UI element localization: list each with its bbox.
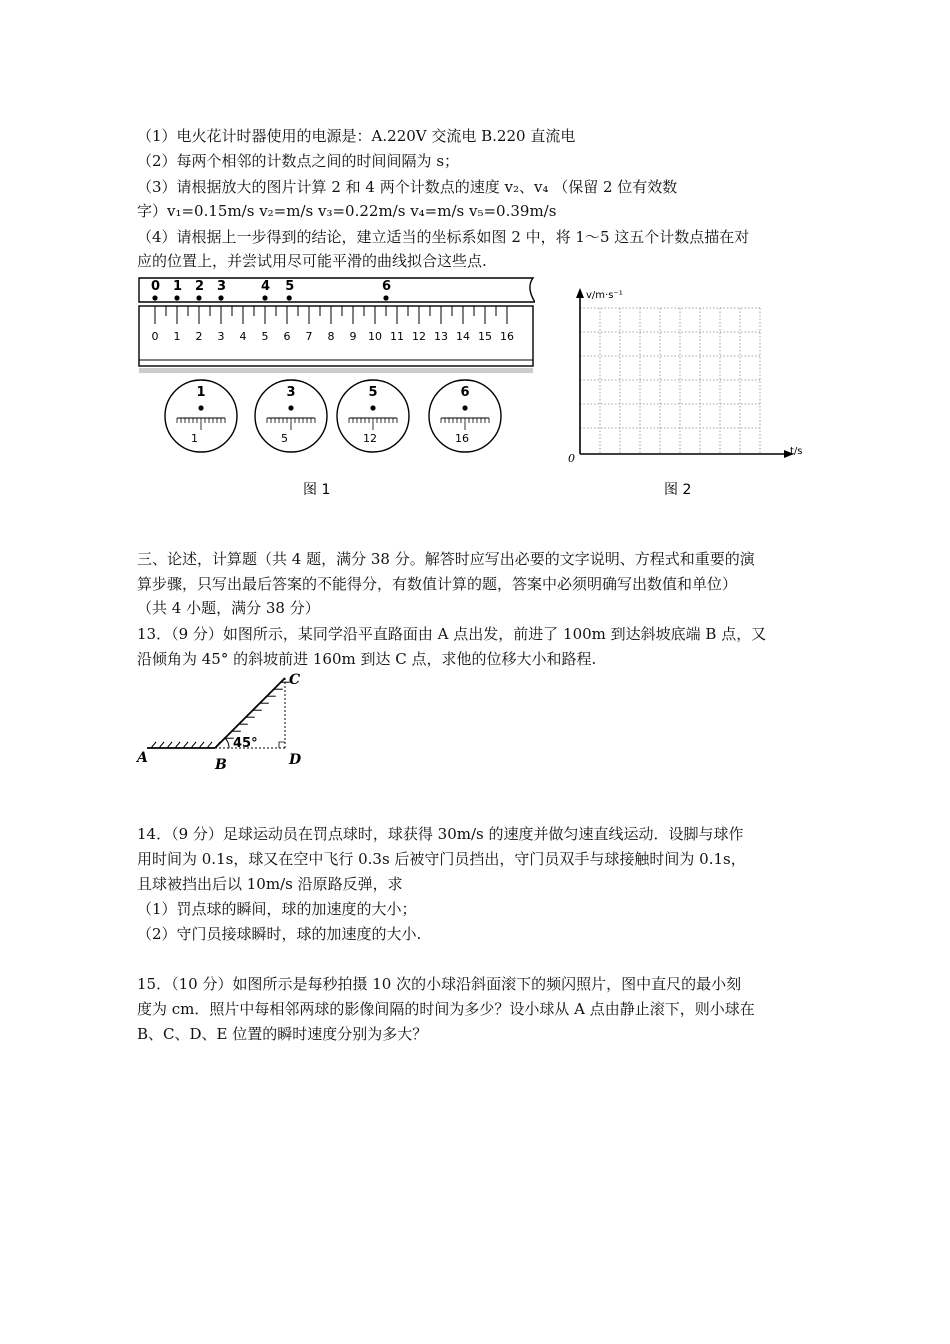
tape-dot: [218, 295, 223, 300]
q14-line-1: 14．（9 分）足球运动员在罚点球时，球获得 30m/s 的速度并做匀速直线运动．设脚与球作: [137, 825, 744, 843]
magnifier-dot: [198, 405, 203, 410]
q15-line-2: 度为 cm．照片中每相邻两球的影像间隔的时间为多少？设小球从 A 点由静止滚下，则小球在: [137, 1000, 755, 1018]
ground-hatch-line: [207, 742, 212, 748]
q15-line-3: B、C、D、E 位置的瞬时速度分别为多大？: [137, 1025, 428, 1043]
tape-dot: [174, 295, 179, 300]
figure-13-slope-diagram: [135, 668, 315, 778]
figure-1-caption: 图 1: [303, 482, 331, 498]
ruler-label: 7: [305, 330, 313, 343]
magnifier-point-label: 3: [286, 385, 296, 400]
q15-line-1: 15．（10 分）如图所示是每秒拍摄 10 次的小球沿斜面滚下的频闪照片，图中直尺的最小刻: [137, 975, 742, 993]
ruler-label: 3: [217, 330, 225, 343]
q12-line-4b: 应的位置上，并尝试用尽可能平滑的曲线拟合这些点.: [137, 252, 487, 270]
q14-line-3: 且球被挡出后以 10m/s 沿原路反弹，求: [137, 875, 403, 893]
ground-hatch-line: [159, 742, 164, 748]
ground-hatch-line: [191, 742, 196, 748]
magnifier-scale-label: 5: [281, 432, 288, 445]
magnifier: [255, 380, 327, 452]
section-3-line-3: （共 4 小题，满分 38 分）: [137, 599, 320, 617]
tape-point-label: 5: [285, 279, 295, 294]
ruler-label: 8: [327, 330, 335, 343]
angle-label: 45°: [233, 736, 258, 751]
magnifier: [429, 380, 501, 452]
q12-line-3b: 字）v₁=0.15m/s v₂=m/s v₃=0.22m/s v₄=m/s v₅=0.39m/s: [137, 202, 557, 220]
ruler-label: 6: [283, 330, 291, 343]
tape-dot: [383, 295, 388, 300]
tape-point-label: 1: [173, 279, 183, 294]
ground-hatch-line: [151, 742, 156, 748]
ruler-label: 9: [349, 330, 357, 343]
tape-dot: [152, 295, 157, 300]
ruler-label: 4: [239, 330, 247, 343]
magnifier-dot: [370, 405, 375, 410]
q13-line-1: 13．（9 分）如图所示，某同学沿平直路面由 A 点出发，前进了 100m 到达斜坡底端 B 点，又: [137, 625, 767, 643]
magnifier-dot: [462, 405, 467, 410]
point-d-label: D: [289, 752, 302, 768]
figure-2-vt-graph: [562, 282, 822, 504]
q12-line-3a: （3）请根据放大的图片计算 2 和 4 两个计数点的速度 v₂、v₄ （保留 2 位有效数: [137, 178, 678, 196]
point-c-label: C: [289, 672, 301, 688]
magnifier-dot: [288, 405, 293, 410]
q12-line-1: （1）电火花计时器使用的电源是：A.220V 交流电 B.220 直流电: [137, 127, 576, 145]
point-a-label: A: [137, 750, 148, 766]
q14-line-4: （1）罚点球的瞬间，球的加速度的大小；: [137, 900, 417, 918]
figure-1-tape-ruler: [135, 276, 535, 506]
ruler-label: 2: [195, 330, 203, 343]
graph-x-axis-label: t/s: [790, 446, 803, 457]
ground-hatch-line: [175, 742, 180, 748]
tape-dot: [196, 295, 201, 300]
ruler-label: 14: [456, 330, 470, 343]
magnifier-scale-label: 1: [191, 432, 198, 445]
ruler-label: 5: [261, 330, 269, 343]
ruler-label: 13: [434, 330, 448, 343]
q12-line-4a: （4）请根据上一步得到的结论，建立适当的坐标系如图 2 中，将 1～5 这五个计数点描在对: [137, 228, 750, 246]
graph-y-axis-label: v/m·s⁻¹: [586, 290, 623, 301]
ruler-label: 16: [500, 330, 514, 343]
magnifier: [165, 380, 237, 452]
magnifier: [337, 380, 409, 452]
ruler-label: 1: [173, 330, 181, 343]
ruler-label: 12: [412, 330, 426, 343]
tape-point-label: 6: [382, 279, 392, 294]
ruler-label: 11: [390, 330, 404, 343]
magnifier-point-label: 6: [460, 385, 470, 400]
tape-point-label: 2: [195, 279, 205, 294]
ground-hatch-line: [167, 742, 172, 748]
tape-dot: [262, 295, 267, 300]
tape-point-label: 3: [217, 279, 227, 294]
magnifier-scale-label: 12: [363, 432, 377, 445]
tape-dot: [287, 295, 292, 300]
q12-line-2: （2）每两个相邻的计数点之间的时间间隔为 s；: [137, 152, 460, 170]
figure-2-caption: 图 2: [664, 482, 692, 498]
graph-origin-label: 0: [568, 452, 575, 465]
ruler-label: 10: [368, 330, 382, 343]
magnifier-point-label: 1: [196, 385, 206, 400]
ground-hatch-line: [199, 742, 204, 748]
ruler-label: 0: [151, 330, 159, 343]
ground-hatch-line: [183, 742, 188, 748]
section-3-line-2: 算步骤，只写出最后答案的不能得分，有数值计算的题，答案中必须明确写出数值和单位）: [137, 575, 738, 593]
q14-line-5: （2）守门员接球瞬时，球的加速度的大小.: [137, 925, 422, 943]
q14-line-2: 用时间为 0.1s，球又在空中飞行 0.3s 后被守门员挡出，守门员双手与球接触时间为 0.1s，: [137, 850, 746, 868]
tape-point-label: 4: [261, 279, 271, 294]
point-b-label: B: [215, 757, 227, 773]
magnifier-scale-label: 16: [455, 432, 469, 445]
q13-line-2: 沿倾角为 45° 的斜坡前进 160m 到达 C 点，求他的位移大小和路程.: [137, 650, 597, 668]
section-3-line-1: 三、论述，计算题（共 4 题，满分 38 分。解答时应写出必要的文字说明、方程式和重要的演: [137, 550, 755, 568]
tape-point-label: 0: [151, 279, 161, 294]
magnifier-point-label: 5: [368, 385, 378, 400]
ruler-label: 15: [478, 330, 492, 343]
